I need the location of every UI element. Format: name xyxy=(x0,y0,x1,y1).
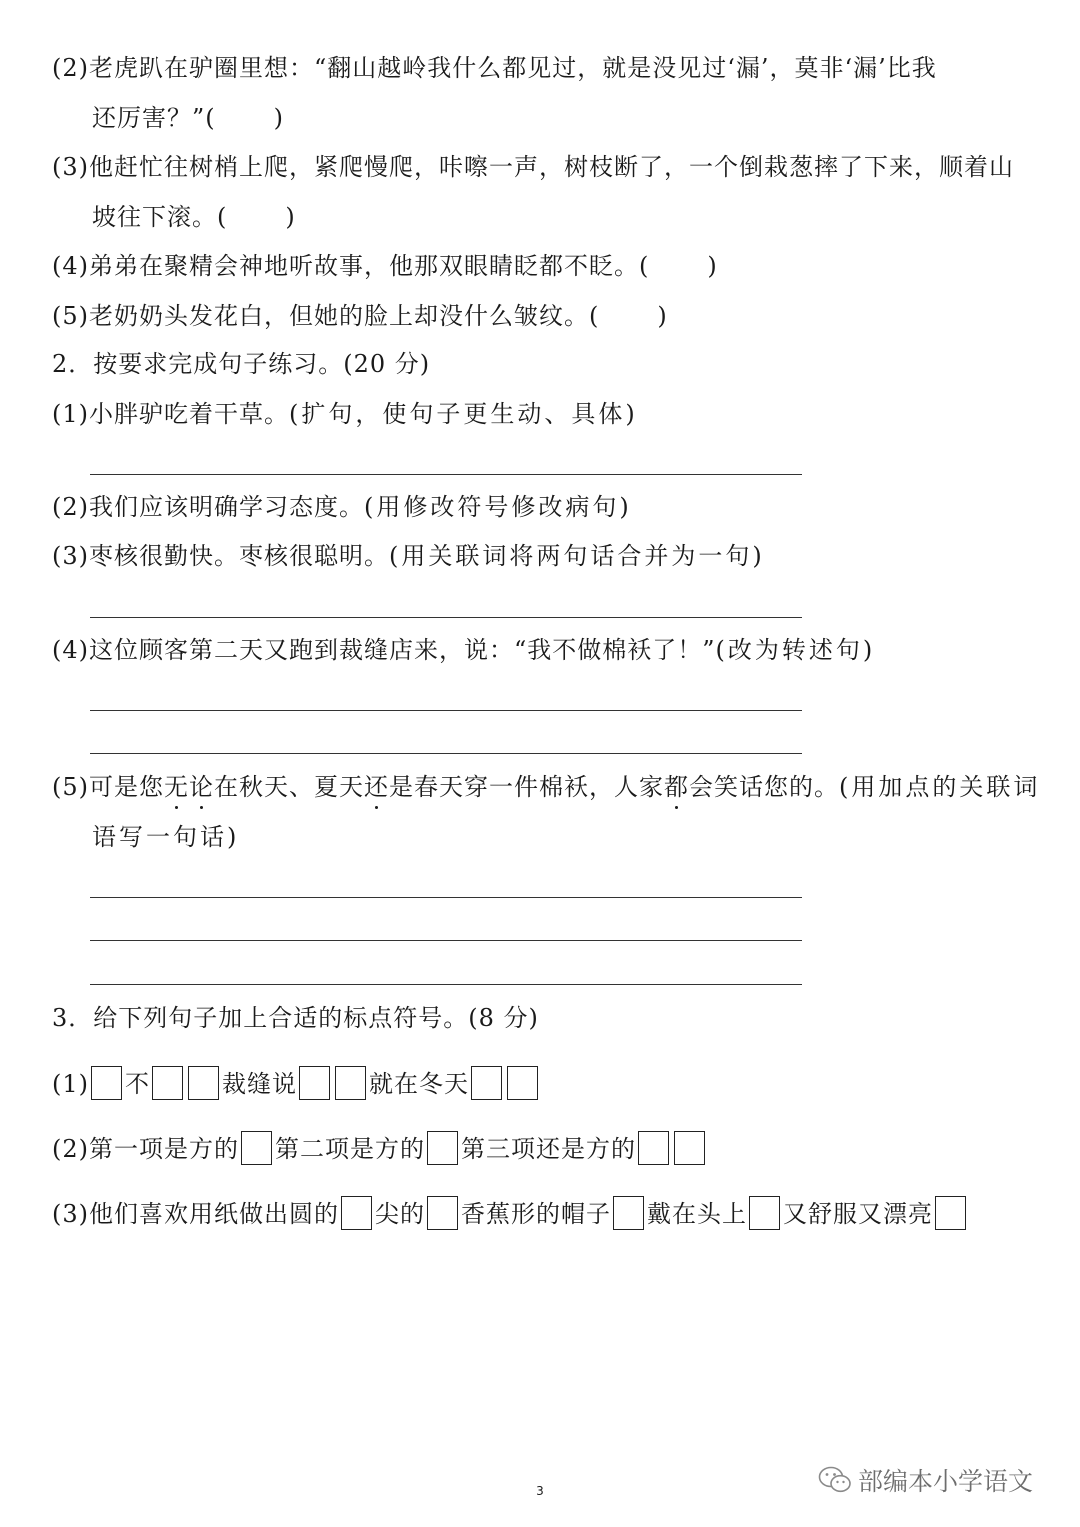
punctuation-box[interactable] xyxy=(299,1066,330,1100)
q2-item-1 xyxy=(52,398,1040,430)
dotted-char: 还 xyxy=(364,773,389,801)
wechat-icon xyxy=(818,1465,852,1495)
dotted-char: 都 xyxy=(664,773,689,801)
q1-item-4 xyxy=(52,250,1040,282)
answer-line[interactable] xyxy=(90,984,802,985)
answer-line[interactable] xyxy=(90,897,802,898)
punctuation-box[interactable] xyxy=(91,1066,122,1100)
q2-title: 2．按要求完成句子练习。(20 分) xyxy=(52,350,431,378)
watermark xyxy=(818,1462,1033,1498)
punctuation-box[interactable] xyxy=(152,1066,183,1100)
q2-item-5-line1 xyxy=(52,771,1040,803)
q2-item-5-text: 会笑话您的。 xyxy=(689,773,839,801)
punctuation-box[interactable] xyxy=(188,1066,219,1100)
q2-item-5-text: 在秋天、夏天 xyxy=(214,773,364,801)
q1-item-5-text: (5)老奶奶头发花白，但她的脸上却没什么皱纹。( xyxy=(52,302,600,330)
q2-item-1-hint: (扩句，使句子更生动、具体) xyxy=(289,400,638,428)
q2-item-4 xyxy=(52,634,1040,666)
dotted-char: 无 xyxy=(164,773,189,801)
answer-line[interactable] xyxy=(90,617,802,618)
q2-item-5-hint: (用加点的关联词 xyxy=(839,773,1041,801)
q2-item-5-text: (5)可是您 xyxy=(52,773,164,801)
q2-item-2-text: (2)我们应该明确学习态度。 xyxy=(52,493,364,521)
close-paren: ) xyxy=(707,252,718,280)
q3-item-3-text: 又舒服又漂亮 xyxy=(783,1200,933,1228)
q3-item-3-text: (3)他们喜欢用纸做出圆的 xyxy=(52,1200,339,1228)
q3-item-2-text: (2)第一项是方的 xyxy=(52,1135,239,1163)
q1-item-3-text: 坡往下滚。( xyxy=(92,203,228,231)
q3-item-2-text: 第二项是方的 xyxy=(275,1135,425,1163)
close-paren: ) xyxy=(273,104,285,132)
answer-line[interactable] xyxy=(90,474,802,475)
q3-item-1-text: 裁缝说 xyxy=(222,1070,297,1098)
q1-item-3-line1: (3)他赶忙往树梢上爬，紧爬慢爬，咔嚓一声，树枝断了，一个倒栽葱摔了下来，顺着山 xyxy=(52,153,1014,181)
q1-item-2-text: 还厉害？”( xyxy=(92,104,216,132)
q1-item-2-line1: (2)老虎趴在驴圈里想：“翻山越岭我什么都见过，就是没见过‘漏’，莫非‘漏’比我 xyxy=(52,54,937,82)
q3-title: 3．给下列句子加上合适的标点符号。(8 分) xyxy=(52,1004,539,1032)
q2-item-3-hint: (用关联词将两句话合并为一句) xyxy=(389,542,765,570)
q3-item-3 xyxy=(52,1196,1040,1230)
q2-item-3-text: (3)枣核很勤快。枣核很聪明。 xyxy=(52,542,389,570)
answer-line[interactable] xyxy=(90,710,802,711)
punctuation-box[interactable] xyxy=(613,1196,644,1230)
q2-item-5-text: 是春天穿一件棉袄，人家 xyxy=(389,773,664,801)
q3-item-1-text: 不 xyxy=(125,1070,150,1098)
punctuation-box[interactable] xyxy=(241,1131,272,1165)
q2-item-4-hint: (改为转述句) xyxy=(715,636,876,664)
q3-item-2-text: 第三项还是方的 xyxy=(461,1135,636,1163)
answer-line[interactable] xyxy=(90,753,802,754)
close-paren: ) xyxy=(657,302,668,330)
punctuation-box[interactable] xyxy=(507,1066,538,1100)
q1-item-4-text: (4)弟弟在聚精会神地听故事，他那双眼睛眨都不眨。( xyxy=(52,252,650,280)
punctuation-box[interactable] xyxy=(471,1066,502,1100)
q2-item-4-text: (4)这位顾客第二天又跑到裁缝店来，说：“我不做棉袄了！” xyxy=(52,636,716,664)
q2-item-1-text: (1)小胖驴吃着干草。 xyxy=(52,400,289,428)
q3-item-2 xyxy=(52,1131,1040,1165)
close-paren: ) xyxy=(285,203,296,231)
q2-item-2 xyxy=(52,491,1040,523)
punctuation-box[interactable] xyxy=(935,1196,966,1230)
dotted-char: 论 xyxy=(189,773,214,801)
q1-item-3-line2 xyxy=(92,201,1040,233)
q1-item-2-line2 xyxy=(92,102,1040,134)
q3-item-1 xyxy=(52,1066,1040,1100)
punctuation-box[interactable] xyxy=(674,1131,705,1165)
q3-item-3-text: 尖的 xyxy=(375,1200,425,1228)
answer-line[interactable] xyxy=(90,940,802,941)
q3-item-1-text: 就在冬天 xyxy=(369,1070,469,1098)
punctuation-box[interactable] xyxy=(341,1196,372,1230)
q2-item-2-hint: (用修改符号修改病句) xyxy=(364,493,632,521)
punctuation-box[interactable] xyxy=(749,1196,780,1230)
punctuation-box[interactable] xyxy=(427,1131,458,1165)
q2-item-3 xyxy=(52,540,1040,572)
q3-item-3-text: 香蕉形的帽子 xyxy=(461,1200,611,1228)
punctuation-box[interactable] xyxy=(427,1196,458,1230)
q2-item-5-line2: 语写一句话) xyxy=(92,823,240,851)
punctuation-box[interactable] xyxy=(638,1131,669,1165)
q1-item-5 xyxy=(52,300,1040,332)
page-number: 3 xyxy=(536,1484,544,1498)
punctuation-box[interactable] xyxy=(335,1066,366,1100)
q3-item-1-num: (1) xyxy=(52,1070,89,1098)
q3-item-3-text: 戴在头上 xyxy=(647,1200,747,1228)
watermark-text: 部编本小学语文 xyxy=(858,1467,1034,1496)
